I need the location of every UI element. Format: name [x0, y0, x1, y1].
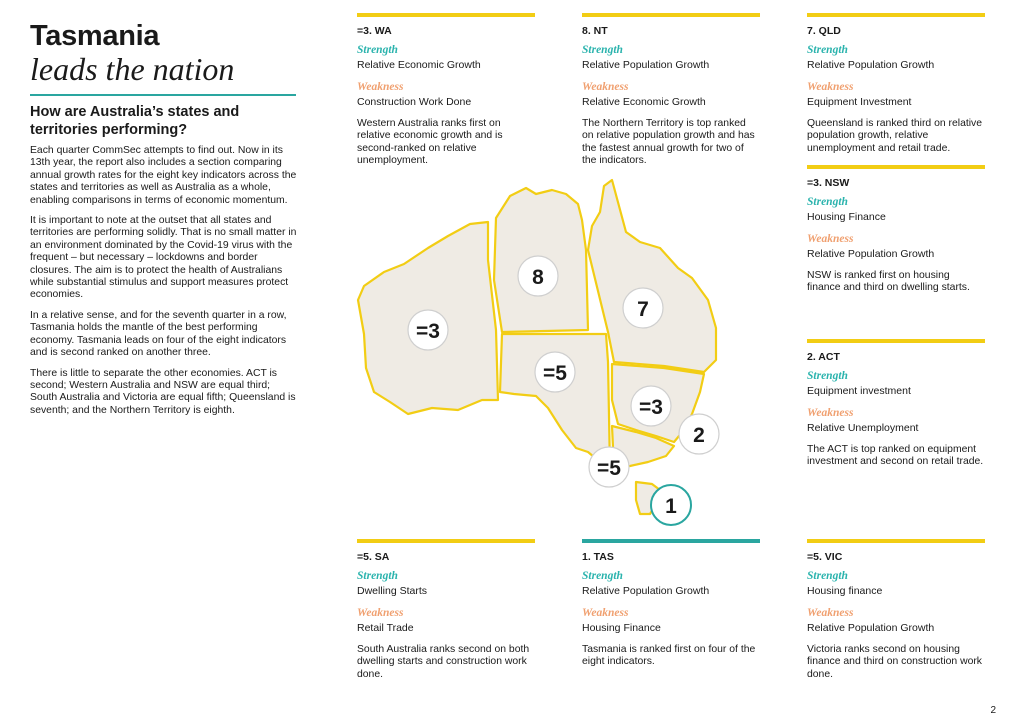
rank-badge-sa — [535, 352, 575, 392]
card-description: Victoria ranks second on housing finance and third on construction work done. — [807, 644, 983, 680]
rank-badge-tas — [651, 485, 691, 525]
card-sa — [357, 539, 535, 681]
card-heading: 1. TAS — [582, 551, 614, 563]
strength-label: Strength — [807, 570, 848, 582]
rank-badge-qld — [623, 288, 663, 328]
card-description: The ACT is top ranked on equipment investment and second on retail trade. — [807, 444, 984, 468]
weakness-value: Housing Finance — [582, 622, 661, 634]
rank-label-vic: =5 — [597, 457, 621, 480]
strength-value: Relative Economic Growth — [357, 59, 481, 71]
card-act — [807, 339, 985, 469]
weakness-label: Weakness — [807, 81, 854, 93]
strength-label: Strength — [582, 44, 623, 56]
card-description: The Northern Territory is top ranked on relative population growth and has the fastest annual growth for two of the indicators. — [582, 118, 755, 167]
title-line-2: leads the nation — [30, 51, 235, 87]
card-wa — [357, 13, 535, 168]
card-description: Tasmania is ranked first on four of the eight indicators. — [582, 644, 756, 668]
rank-badge-nt — [518, 256, 558, 296]
intro-body — [30, 145, 300, 425]
strength-value: Relative Population Growth — [582, 585, 710, 597]
weakness-value: Retail Trade — [357, 622, 414, 634]
page-number: 2 — [990, 705, 996, 716]
card-bar — [807, 13, 985, 17]
weakness-value: Relative Unemployment — [807, 422, 919, 434]
strength-label: Strength — [807, 370, 848, 382]
rank-label-qld: 7 — [637, 298, 649, 321]
rank-label-nt: 8 — [532, 266, 544, 289]
card-description: Western Australia ranks first on relative economic growth and is second-ranked on relative unemployment. — [357, 118, 503, 167]
card-description: Queensland is ranked third on relative population growth, relative unemployment and retail trade. — [807, 118, 983, 154]
card-heading: =3. WA — [357, 25, 392, 37]
rank-badge-nsw — [631, 386, 671, 426]
body-paragraph: It is important to note at the outset that all states and territories are performing solidly. That is no small matter in an environment dominated by the Covid-19 virus with the frequent – but necessary – lockdowns and border closures. The aim is to protect the health of Australians while substantial stimulus and support measures protect economies. — [30, 215, 297, 301]
card-nsw — [807, 165, 985, 295]
card-heading: 8. NT — [582, 25, 608, 37]
weakness-label: Weakness — [582, 607, 629, 619]
rank-badge-wa — [408, 310, 448, 350]
card-bar — [807, 339, 985, 343]
card-qld — [807, 13, 985, 155]
rank-badge-vic — [589, 447, 629, 487]
card-bar — [582, 13, 760, 17]
rank-label-tas: 1 — [665, 495, 677, 518]
weakness-label: Weakness — [357, 607, 404, 619]
strength-value: Housing finance — [807, 585, 883, 597]
weakness-value: Relative Population Growth — [807, 622, 935, 634]
weakness-label: Weakness — [807, 233, 854, 245]
strength-value: Equipment investment — [807, 385, 911, 397]
rank-label-nsw: =3 — [639, 396, 663, 419]
card-heading: =3. NSW — [807, 177, 850, 189]
rank-label-sa: =5 — [543, 362, 567, 385]
strength-value: Relative Population Growth — [807, 59, 935, 71]
card-tas — [582, 539, 760, 669]
page-title — [30, 20, 300, 86]
card-description: South Australia ranks second on both dwelling starts and construction work done. — [357, 644, 530, 680]
rank-badge-act — [679, 414, 719, 454]
card-vic — [807, 539, 985, 681]
strength-value: Relative Population Growth — [582, 59, 710, 71]
australia-map — [340, 170, 740, 540]
strength-label: Strength — [807, 196, 848, 208]
strength-value: Dwelling Starts — [357, 585, 428, 597]
weakness-label: Weakness — [807, 407, 854, 419]
card-nt — [582, 13, 760, 168]
weakness-value: Relative Economic Growth — [582, 96, 706, 108]
card-bar — [807, 539, 985, 543]
body-paragraph: There is little to separate the other economies. ACT is second; Western Australia and NSW are equal third; South Australia and Victoria are equal fifth; Queensland is seventh; and the Northern Territory is eighth. — [30, 367, 296, 416]
rank-label-wa: =3 — [416, 320, 440, 343]
rank-label-act: 2 — [693, 424, 705, 447]
strength-value: Housing Finance — [807, 211, 886, 223]
weakness-label: Weakness — [582, 81, 629, 93]
weakness-value: Equipment Investment — [807, 96, 912, 108]
card-bar — [357, 13, 535, 17]
body-paragraph: In a relative sense, and for the seventh quarter in a row, Tasmania holds the mantle of the best performing economy. Tasmania leads on four of the eight indicators and is second ranked on another three. — [30, 309, 287, 359]
weakness-value: Relative Population Growth — [807, 248, 935, 260]
strength-label: Strength — [807, 44, 848, 56]
weakness-label: Weakness — [807, 607, 854, 619]
card-heading: 2. ACT — [807, 351, 840, 363]
section-subheading: How are Australia’s states and territories performing? — [30, 104, 240, 138]
card-heading: =5. SA — [357, 551, 390, 563]
weakness-value: Construction Work Done — [357, 96, 472, 108]
weakness-label: Weakness — [357, 81, 404, 93]
card-bar — [807, 165, 985, 169]
strength-label: Strength — [357, 44, 398, 56]
strength-label: Strength — [582, 570, 623, 582]
strength-label: Strength — [357, 570, 398, 582]
card-description: NSW is ranked first on housing finance and third on dwelling starts. — [807, 270, 970, 294]
card-heading: 7. QLD — [807, 25, 841, 37]
body-paragraph: Each quarter CommSec attempts to find out. Now in its 13th year, the report also includes a section comparing annual growth rates for the eight key indicators across the states and territories as well as Australia as a whole, enabling comparisons in terms of economic momentum. — [30, 145, 297, 206]
card-heading: =5. VIC — [807, 551, 843, 563]
title-divider — [30, 94, 296, 96]
title-line-1: Tasmania — [30, 20, 160, 52]
